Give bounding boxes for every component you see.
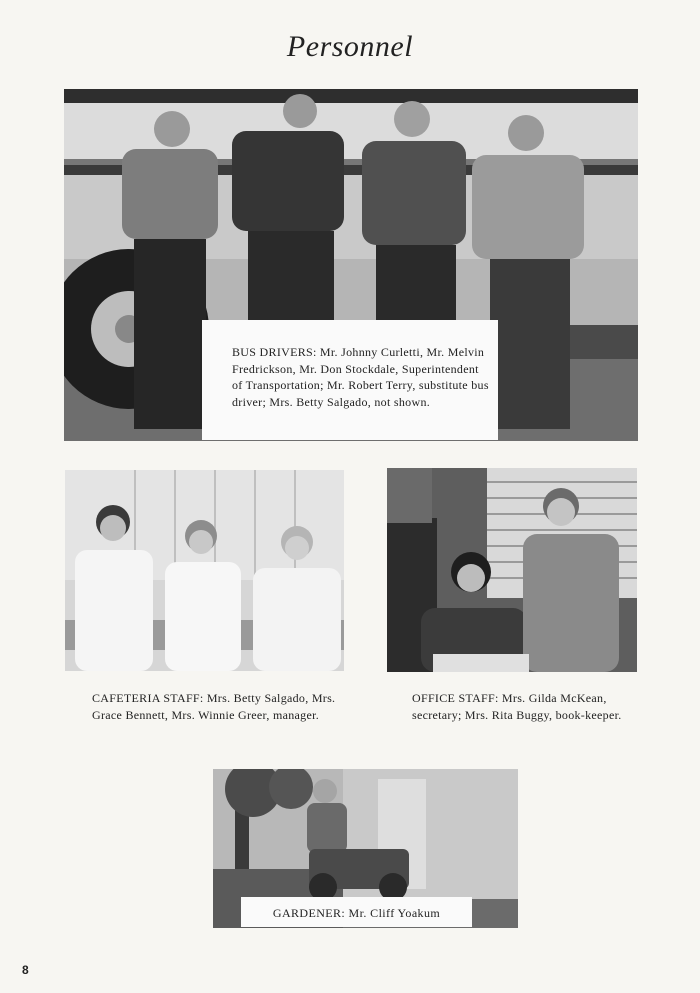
- bus-drivers-caption: BUS DRIVERS: Mr. Johnny Curletti, Mr. Melvin Fredrickson, Mr. Don Stockdale, Superintendent of Transportation; Mr. Robert Terry, substitute bus driver; Mrs. Betty Salgado, not shown.: [232, 345, 489, 409]
- gardener-caption-box: [241, 897, 472, 927]
- bus-drivers-photo: [64, 89, 638, 441]
- cafeteria-staff-caption: CAFETERIA STAFF: Mrs. Betty Salgado, Mrs. Grace Bennett, Mrs. Winnie Greer, manager.: [92, 691, 336, 722]
- office-staff-photo: [387, 468, 637, 672]
- page-title: Personnel: [286, 30, 414, 63]
- gardener-photo: [213, 769, 518, 928]
- bus-drivers-caption-box: [202, 320, 498, 440]
- cafeteria-staff-photo: [65, 470, 344, 671]
- page-number: 8: [22, 963, 29, 977]
- gardener-caption: GARDENER: Mr. Cliff Yoakum: [272, 906, 441, 920]
- office-staff-caption: OFFICE STAFF: Mrs. Gilda McKean, secretary; Mrs. Rita Buggy, book-keeper.: [412, 691, 622, 722]
